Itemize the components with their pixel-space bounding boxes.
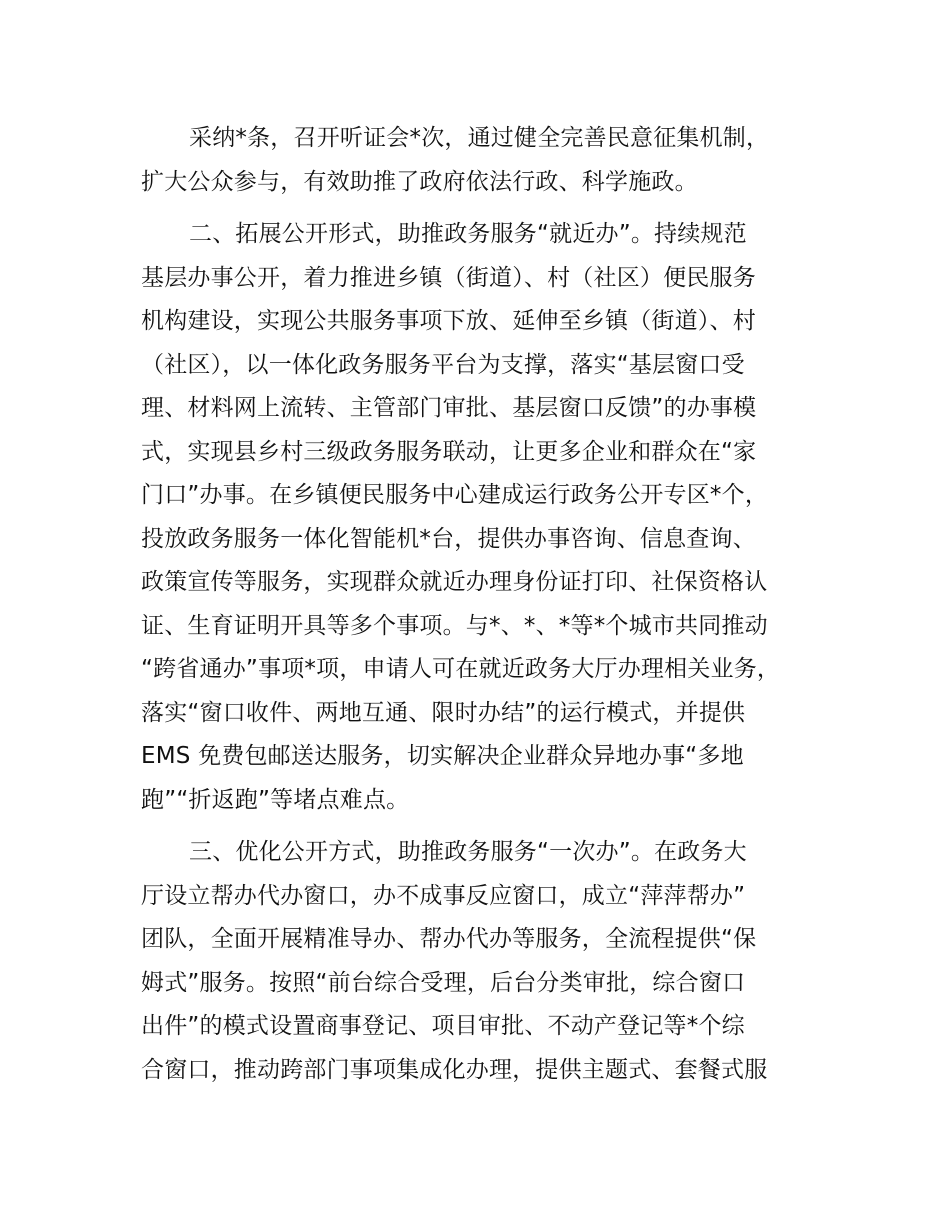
paragraph-2-line-14: 跑”“折返跑”等堵点难点。 xyxy=(141,787,410,813)
paragraph-2-line-4: （社区），以一体化政务服务平台为支撑，落实“基层窗口受 xyxy=(141,352,745,378)
paragraph-3-line-3: 团队，全面开展精准导办、帮办代办等服务，全流程提供“保 xyxy=(141,926,757,952)
paragraph-3-line-5: 出件”的模式设置商事登记、项目审批、不动产登记等*个综 xyxy=(141,1013,745,1039)
paragraph-2-line-3: 机构建设，实现公共服务事项下放、延伸至乡镇（街道）、村 xyxy=(141,308,756,334)
paragraph-2-line-8: 投放政务服务一体化智能机*台，提供办事咨询、信息查询、 xyxy=(141,526,756,552)
paragraph-2-line-11: “跨省通办”事项*项，申请人可在就近政务大厅办理相关业务， xyxy=(141,656,781,682)
paragraph-1-line-1: 采纳*条，召开听证会*次，通过健全完善民意征集机制， xyxy=(189,125,770,151)
paragraph-3-line-6: 合窗口，推动跨部门事项集成化办理，提供主题式、套餐式服 xyxy=(141,1057,768,1083)
paragraph-3-line-4: 姆式”服务。按照“前台综合受理，后台分类审批，综合窗口 xyxy=(141,970,746,996)
paragraph-2-line-9: 政策宣传等服务，实现群众就近办理身份证打印、社保资格认 xyxy=(141,569,768,595)
paragraph-3-line-1: 三、优化公开方式，助推政务服务“一次办”。在政务大 xyxy=(189,839,747,865)
paragraph-2-line-5: 理、材料网上流转、主管部门审批、基层窗口反馈”的办事模 xyxy=(141,395,757,421)
paragraph-2-line-13: EMS 免费包邮送达服务，切实解决企业群众异地办事“多地 xyxy=(141,743,744,769)
paragraph-2-line-1: 二、拓展公开形式，助推政务服务“就近办”。持续规范 xyxy=(189,221,747,247)
paragraph-2-line-6: 式，实现县乡村三级政务服务联动，让更多企业和群众在“家 xyxy=(141,439,757,465)
paragraph-1-line-2: 扩大公众参与，有效助推了政府依法行政、科学施政。 xyxy=(141,169,698,195)
paragraph-2-line-2: 基层办事公开，着力推进乡镇（街道）、村（社区）便民服务 xyxy=(141,265,756,291)
paragraph-3-line-2: 厅设立帮办代办窗口，办不成事反应窗口，成立“萍萍帮办” xyxy=(141,883,746,909)
paragraph-2-line-7: 门口”办事。在乡镇便民服务中心建成运行政务公开专区*个， xyxy=(141,482,769,508)
paragraph-2-line-12: 落实“窗口收件、两地互通、限时办结”的运行模式，并提供 xyxy=(141,700,746,726)
paragraph-2-line-10: 证、生育证明开具等多个事项。与*、*、*等*个城市共同推动 xyxy=(141,613,768,639)
